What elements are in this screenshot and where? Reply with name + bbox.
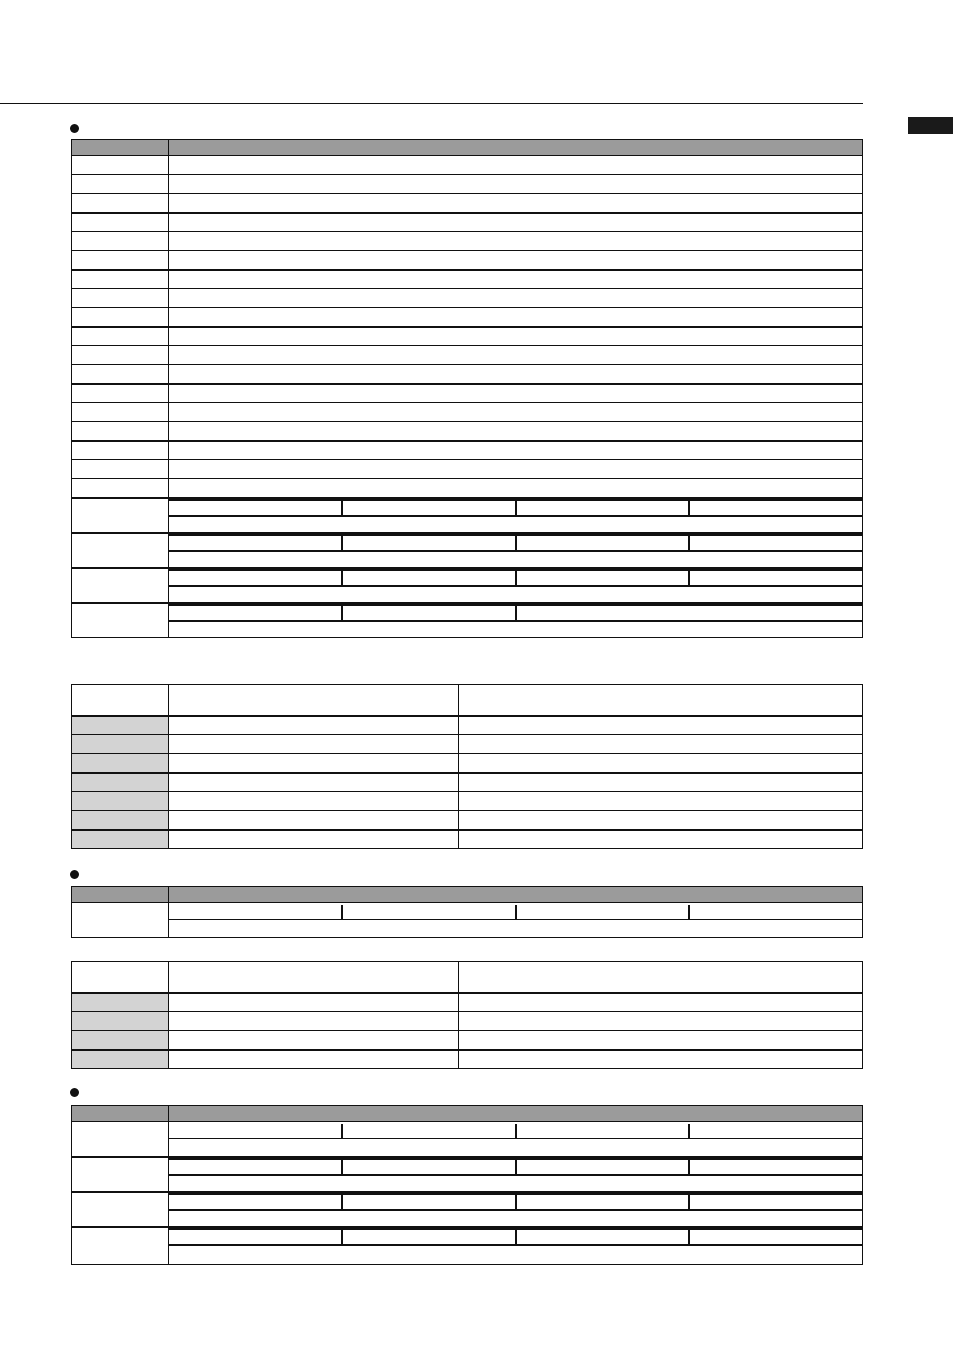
sub-cell xyxy=(689,1159,862,1175)
sub-cell xyxy=(342,1124,515,1139)
row-value xyxy=(169,194,863,213)
comparison-cell xyxy=(459,1031,863,1050)
row-value xyxy=(169,175,863,194)
row-label xyxy=(72,533,169,568)
row-label xyxy=(72,175,169,194)
comparison-cell xyxy=(459,754,863,773)
row-label xyxy=(72,403,169,422)
comparison-cell xyxy=(169,1012,459,1031)
sub-cell xyxy=(169,500,342,516)
row-label xyxy=(72,568,169,603)
split-cell xyxy=(169,1157,863,1192)
table-header-row xyxy=(72,1106,863,1122)
comparison-row xyxy=(72,773,863,792)
sub-cell xyxy=(342,605,515,621)
split-cell xyxy=(169,1227,863,1265)
row-label xyxy=(72,232,169,251)
sub-note xyxy=(169,1175,862,1191)
comparison-row xyxy=(72,716,863,735)
row-label xyxy=(72,308,169,327)
row-value xyxy=(169,251,863,270)
comparison-header-cell xyxy=(459,685,863,716)
table-row xyxy=(72,1192,863,1227)
row-label xyxy=(72,194,169,213)
table-row xyxy=(72,384,863,403)
comparison-row-label xyxy=(72,754,169,773)
row-label xyxy=(72,270,169,289)
comparison-row-label xyxy=(72,1031,169,1050)
comparison-cell xyxy=(169,1031,459,1050)
comparison-cell xyxy=(459,716,863,735)
table-header-cell xyxy=(72,1106,169,1122)
sub-note xyxy=(169,1138,862,1154)
row-label xyxy=(72,1157,169,1192)
sub-cell xyxy=(516,1124,689,1139)
comparison-cell xyxy=(459,792,863,811)
sub-cell xyxy=(169,1159,342,1175)
table-row xyxy=(72,403,863,422)
comparison-row xyxy=(72,1012,863,1031)
comparison-cell xyxy=(169,754,459,773)
comparison-cell xyxy=(459,773,863,792)
sub-cell xyxy=(169,535,342,551)
sub-note xyxy=(169,1245,862,1264)
comparison-row xyxy=(72,754,863,773)
table-row xyxy=(72,1157,863,1192)
comparison-row xyxy=(72,1050,863,1069)
table-header-row xyxy=(72,140,863,156)
row-label xyxy=(72,156,169,175)
row-label xyxy=(72,1122,169,1157)
table-row xyxy=(72,533,863,568)
sub-cell xyxy=(516,605,863,621)
spec-table xyxy=(71,1105,863,1265)
row-label xyxy=(72,460,169,479)
comparison-row-label xyxy=(72,773,169,792)
comparison-cell xyxy=(169,811,459,830)
comparison-cell xyxy=(169,735,459,754)
comparison-header-cell xyxy=(169,962,459,993)
sub-cell xyxy=(689,905,862,920)
comparison-cell xyxy=(459,811,863,830)
sub-cell xyxy=(689,570,862,586)
comparison-row xyxy=(72,993,863,1012)
row-value xyxy=(169,232,863,251)
table-row xyxy=(72,498,863,533)
comparison-header-row xyxy=(72,962,863,993)
sub-cell xyxy=(169,1229,342,1245)
comparison-cell xyxy=(169,716,459,735)
sub-cell xyxy=(169,1194,342,1210)
sub-note xyxy=(169,516,862,532)
comparison-cell xyxy=(169,773,459,792)
header-rule xyxy=(0,103,863,104)
table-row xyxy=(72,441,863,460)
comparison-cell xyxy=(459,1050,863,1069)
section-bullet-icon xyxy=(70,870,79,879)
comparison-cell xyxy=(459,1012,863,1031)
sub-cell xyxy=(516,500,689,516)
table-row xyxy=(72,251,863,270)
comparison-cell xyxy=(169,830,459,849)
comparison-header-cell xyxy=(72,685,169,716)
comparison-header-row xyxy=(72,685,863,716)
table-row xyxy=(72,175,863,194)
row-label xyxy=(72,251,169,270)
row-value xyxy=(169,441,863,460)
sub-cell xyxy=(342,535,515,551)
row-label xyxy=(72,365,169,384)
spec-table xyxy=(71,886,863,938)
sub-note xyxy=(169,551,862,567)
table-row xyxy=(72,365,863,384)
table-row xyxy=(72,346,863,365)
row-label xyxy=(72,603,169,638)
row-label xyxy=(72,289,169,308)
comparison-row-label xyxy=(72,1050,169,1069)
table-row xyxy=(72,194,863,213)
row-value xyxy=(169,422,863,441)
comparison-cell xyxy=(169,792,459,811)
row-label xyxy=(72,327,169,346)
sub-note xyxy=(169,920,862,936)
table-header-cell xyxy=(72,140,169,156)
table-header-cell xyxy=(72,887,169,903)
table-header-cell xyxy=(169,140,863,156)
split-cell xyxy=(169,568,863,603)
table-row xyxy=(72,289,863,308)
comparison-row-label xyxy=(72,735,169,754)
table-row xyxy=(72,422,863,441)
row-value xyxy=(169,308,863,327)
sub-note xyxy=(169,621,862,637)
split-cell xyxy=(169,498,863,533)
row-label xyxy=(72,384,169,403)
sub-cell xyxy=(169,570,342,586)
comparison-row xyxy=(72,830,863,849)
sub-cell xyxy=(516,1194,689,1210)
sub-cell xyxy=(689,1229,862,1245)
comparison-row-label xyxy=(72,1012,169,1031)
comparison-cell xyxy=(459,830,863,849)
sub-cell xyxy=(689,1124,862,1139)
comparison-table xyxy=(71,961,863,1069)
row-label xyxy=(72,1227,169,1265)
section-bullet-icon xyxy=(70,124,79,133)
row-value xyxy=(169,327,863,346)
sub-cell xyxy=(342,500,515,516)
sub-note xyxy=(169,586,862,602)
sub-cell xyxy=(342,905,515,920)
row-label xyxy=(72,346,169,365)
table-header-row xyxy=(72,887,863,903)
comparison-row xyxy=(72,811,863,830)
section-bullet-icon xyxy=(70,1088,79,1097)
sub-cell xyxy=(169,905,342,920)
comparison-cell xyxy=(459,735,863,754)
spec-table xyxy=(71,139,863,638)
sub-cell xyxy=(516,1159,689,1175)
sub-cell xyxy=(342,1194,515,1210)
row-value xyxy=(169,384,863,403)
split-cell xyxy=(169,603,863,638)
sub-cell xyxy=(169,605,342,621)
table-header-cell xyxy=(169,1106,863,1122)
comparison-header-cell xyxy=(459,962,863,993)
comparison-table xyxy=(71,684,863,849)
table-row xyxy=(72,568,863,603)
comparison-header-cell xyxy=(72,962,169,993)
split-cell xyxy=(169,533,863,568)
table-row xyxy=(72,308,863,327)
comparison-row-label xyxy=(72,811,169,830)
table-row xyxy=(72,1122,863,1157)
comparison-row-label xyxy=(72,716,169,735)
sub-cell xyxy=(516,1229,689,1245)
table-row xyxy=(72,232,863,251)
split-cell xyxy=(169,903,863,938)
row-value xyxy=(169,270,863,289)
table-row xyxy=(72,156,863,175)
table-row xyxy=(72,603,863,638)
row-value xyxy=(169,403,863,422)
row-label xyxy=(72,422,169,441)
sub-cell xyxy=(169,1124,342,1139)
row-label xyxy=(72,903,169,938)
comparison-cell xyxy=(459,993,863,1012)
table-row xyxy=(72,479,863,498)
table-row xyxy=(72,213,863,232)
row-value xyxy=(169,460,863,479)
comparison-row-label xyxy=(72,792,169,811)
comparison-row xyxy=(72,1031,863,1050)
row-label xyxy=(72,479,169,498)
comparison-row xyxy=(72,792,863,811)
split-cell xyxy=(169,1192,863,1227)
table-row xyxy=(72,460,863,479)
sub-cell xyxy=(516,905,689,920)
row-value xyxy=(169,213,863,232)
row-value xyxy=(169,156,863,175)
row-label xyxy=(72,498,169,533)
table-header-cell xyxy=(169,887,863,903)
row-label xyxy=(72,441,169,460)
row-value xyxy=(169,365,863,384)
row-value xyxy=(169,346,863,365)
sub-cell xyxy=(689,1194,862,1210)
sub-note xyxy=(169,1210,862,1226)
split-cell xyxy=(169,1122,863,1157)
comparison-row xyxy=(72,735,863,754)
row-value xyxy=(169,289,863,308)
table-row xyxy=(72,903,863,938)
sub-cell xyxy=(342,1159,515,1175)
row-label xyxy=(72,213,169,232)
comparison-cell xyxy=(169,1050,459,1069)
sub-cell xyxy=(342,570,515,586)
table-row xyxy=(72,1227,863,1265)
comparison-row-label xyxy=(72,830,169,849)
sub-cell xyxy=(689,500,862,516)
sub-cell xyxy=(516,570,689,586)
comparison-header-cell xyxy=(169,685,459,716)
sub-cell xyxy=(516,535,689,551)
sub-cell xyxy=(689,535,862,551)
comparison-row-label xyxy=(72,993,169,1012)
sub-cell xyxy=(342,1229,515,1245)
chapter-tab-marker xyxy=(908,117,953,134)
table-row xyxy=(72,327,863,346)
table-row xyxy=(72,270,863,289)
row-value xyxy=(169,479,863,498)
comparison-cell xyxy=(169,993,459,1012)
row-label xyxy=(72,1192,169,1227)
